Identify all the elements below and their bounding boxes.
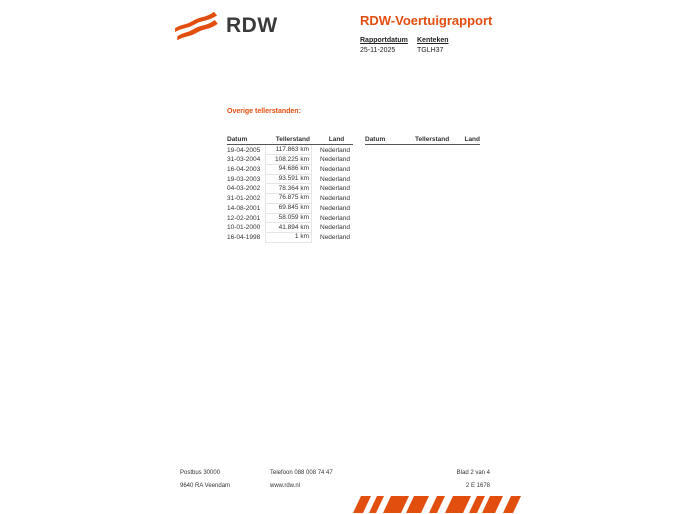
table-row — [227, 213, 353, 223]
rdw-flag-icon — [173, 11, 219, 41]
cell-tellerstand: 93.591 km — [265, 174, 312, 184]
footer-contact-block — [270, 467, 333, 492]
footer-address-line1: Postbus 30000 — [180, 470, 221, 476]
footer-address-block — [180, 467, 230, 492]
footer-website: www.rdw.nl — [270, 482, 301, 489]
cell-datum: 31-01-2002 — [227, 195, 261, 203]
table-row — [227, 145, 353, 155]
cell-land: Nederland — [320, 166, 350, 174]
footer-address-line2: 9640 RA Veendam — [180, 482, 231, 489]
cell-land: Nederland — [320, 175, 350, 183]
table-row — [227, 223, 353, 233]
column-header-land: Land — [464, 136, 480, 143]
cell-tellerstand: 108.225 km — [265, 155, 312, 165]
table-row — [227, 203, 353, 213]
cell-datum: 16-04-2003 — [227, 166, 261, 174]
report-date-label: Rapportdatum — [360, 37, 408, 44]
cell-datum: 04-03-2002 — [227, 185, 261, 193]
cell-tellerstand: 78.364 km — [265, 184, 312, 194]
cell-datum: 10-01-2000 — [227, 224, 261, 232]
cell-land: Nederland — [320, 204, 350, 212]
license-plate-value: TGLH37 — [417, 47, 444, 54]
report-title: RDW-Voertuigrapport — [360, 13, 493, 28]
table-row — [227, 174, 353, 184]
cell-datum: 16-04-1998 — [227, 233, 261, 241]
cell-tellerstand: 58.059 km — [265, 213, 312, 223]
cell-land: Nederland — [320, 185, 350, 193]
footer-phone: Telefoon 088 008 74 47 — [270, 470, 333, 476]
column-header-tellerstand: Tellerstand — [275, 136, 310, 143]
cell-datum: 12-02-2001 — [227, 214, 261, 222]
table-row — [227, 184, 353, 194]
table-row — [227, 155, 353, 165]
column-spacer — [312, 136, 320, 143]
cell-datum: 14-08-2001 — [227, 204, 261, 212]
footer-page-block — [420, 467, 490, 492]
table-row — [227, 193, 353, 203]
rdw-logo-text: RDW — [226, 14, 278, 37]
cell-tellerstand: 1 km — [265, 232, 312, 242]
odometer-table-left — [227, 136, 353, 242]
cell-land: Nederland — [320, 224, 350, 232]
license-plate-block — [417, 37, 449, 54]
odometer-table-left-header — [227, 136, 353, 145]
column-header-land: Land — [328, 136, 345, 143]
cell-land: Nederland — [320, 146, 350, 154]
cell-tellerstand: 117.863 km — [265, 145, 312, 155]
cell-tellerstand: 69.845 km — [265, 203, 312, 213]
column-header-datum: Datum — [365, 136, 386, 143]
cell-datum: 31-03-2004 — [227, 156, 261, 164]
cell-datum: 19-03-2003 — [227, 175, 261, 183]
table-row — [227, 164, 353, 174]
cell-land: Nederland — [320, 214, 350, 222]
cell-land: Nederland — [320, 156, 350, 164]
rdw-stripes-graphic — [353, 496, 521, 513]
cell-datum: 19-04-2005 — [227, 146, 261, 154]
license-plate-label: Kenteken — [417, 37, 449, 44]
footer-doc-code: 2 E 1678 — [465, 482, 490, 489]
column-header-datum: Datum — [227, 136, 248, 143]
cell-tellerstand: 76.875 km — [265, 193, 312, 203]
cell-land: Nederland — [320, 233, 350, 241]
column-header-tellerstand: Tellerstand — [415, 136, 450, 143]
cell-tellerstand: 94.686 km — [265, 164, 312, 174]
cell-tellerstand: 41.894 km — [265, 223, 312, 233]
cell-land: Nederland — [320, 195, 350, 203]
section-heading-other-odometer-readings: Overige tellerstanden: — [227, 108, 301, 115]
footer-page-number: Blad 2 van 4 — [456, 470, 490, 476]
rdw-logo — [173, 11, 278, 41]
report-date-block — [360, 37, 408, 54]
report-date-value: 25-11-2025 — [360, 47, 396, 54]
odometer-table-right-header — [365, 136, 480, 145]
table-row — [227, 232, 353, 242]
